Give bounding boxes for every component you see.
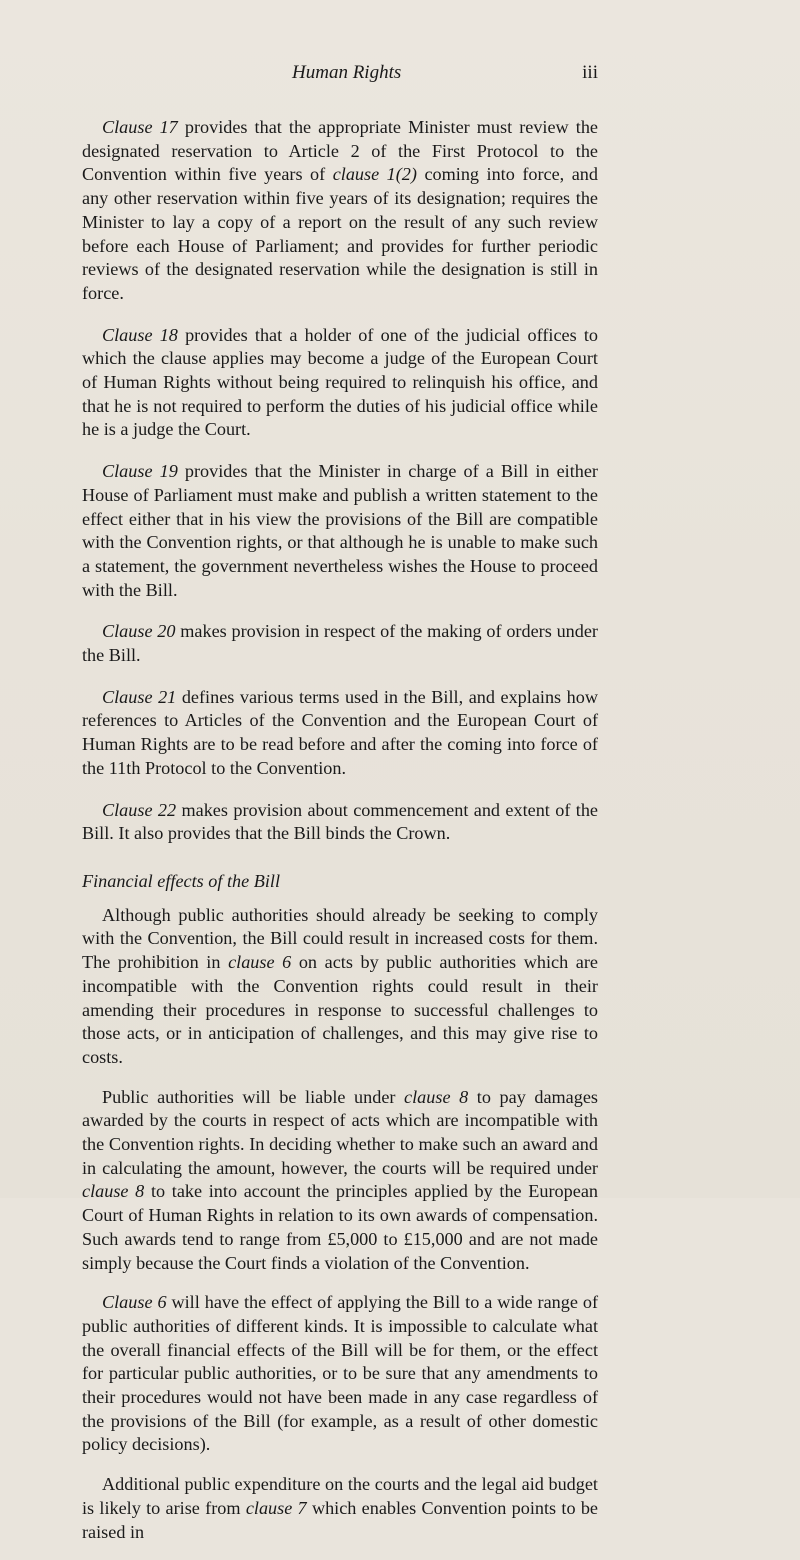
clause-reference: clause 8 bbox=[404, 1086, 469, 1107]
paragraph-text: defines various terms used in the Bill, and explains how references to Articles of the Convention and the European Court of Human Rights are to be read before and after the coming into force of the 11th Protocol to the Convention. bbox=[82, 686, 598, 778]
paragraph-text: Public authorities will be liable under bbox=[102, 1086, 405, 1107]
paragraph-text: provides that the appropriate Minister must review the designated reservation to Article 2 of the First Protocol to the Convention within five years of bbox=[82, 117, 598, 185]
section-heading: Financial effects of the Bill bbox=[82, 870, 280, 891]
clause-reference: clause 1(2) bbox=[332, 164, 417, 185]
paragraph-text: which enables Convention points to be raised in bbox=[82, 1497, 598, 1542]
clause-reference: clause 6 bbox=[228, 952, 292, 973]
clause-reference: Clause 19 bbox=[102, 461, 178, 482]
page-number: iii bbox=[582, 62, 598, 83]
running-title: Human Rights bbox=[292, 62, 402, 83]
paragraph-financial-3 bbox=[82, 1291, 598, 1457]
paragraph-text: Additional public expenditure on the courts and the legal aid budget is likely to arise from bbox=[82, 1474, 598, 1518]
paragraph-clause-18 bbox=[82, 324, 598, 443]
paragraph-text: to pay damages awarded by the courts in respect of acts which are incompatible with the Convention rights. In deciding whether to make such an award and in calculating the amount, however, the courts will be required under bbox=[82, 1086, 598, 1178]
clause-reference: Clause 17 bbox=[102, 117, 178, 137]
paragraph-text: makes provision about commencement and extent of the Bill. It also provides that the Bill binds the Crown. bbox=[82, 799, 598, 844]
paragraph-text: coming into force, and any other reservation within five years of its designation; requires the Minister to lay a copy of a report on the result of any such review before each House of Parliament; and provides for further periodic reviews of the designated reservation while the designation is still in force. bbox=[82, 164, 598, 303]
document-body bbox=[82, 116, 598, 1560]
clause-reference: Clause 18 bbox=[102, 324, 178, 345]
clause-reference: Clause 6 bbox=[102, 1292, 167, 1313]
clause-reference: clause 8 bbox=[82, 1181, 145, 1202]
paragraph-clause-22 bbox=[82, 799, 598, 846]
running-head bbox=[82, 62, 598, 88]
paragraph-clause-19 bbox=[82, 460, 598, 602]
paragraph-clause-17 bbox=[82, 116, 598, 306]
paragraph-text: provides that a holder of one of the judicial offices to which the clause applies may become a judge of the European Court of Human Rights without being required to relinquish his office, and that he is not required to perform the duties of his judicial office while he is a judge the Court. bbox=[82, 324, 598, 440]
paragraph-financial-1 bbox=[82, 904, 598, 1070]
clause-reference: clause 7 bbox=[245, 1497, 307, 1518]
paragraph-financial-4 bbox=[82, 1473, 598, 1544]
paragraph-text: Although public authorities should already be seeking to comply with the Convention, the Bill could result in increased costs for them. The prohibition in bbox=[82, 904, 598, 973]
paragraph-clause-20 bbox=[82, 620, 598, 667]
paragraph-text: provides that the Minister in charge of a Bill in either House of Parliament must make and publish a written statement to the effect either that in his view the provisions of the Bill are compatible with the Convention rights, or that although he is unable to make such a statement, the government nevertheless wishes the House to proceed with the Bill. bbox=[82, 461, 598, 600]
paragraph-clause-21 bbox=[82, 686, 598, 781]
paragraph-text: on acts by public authorities which are incompatible with the Convention rights could result in their amending their procedures in response to successful challenges to those acts, or in anticipation of challenges, and this may give rise to costs. bbox=[82, 952, 598, 1067]
paragraph-text: will have the effect of applying the Bill to a wide range of public authorities of different kinds. It is impossible to calculate what the overall financial effects of the Bill will be for them, or the effect for particular public authorities, or to be sure that any amendments to their procedures would not have been made in any case regardless of the provisions of the Bill (for example, as a result of other domestic policy decisions). bbox=[82, 1292, 598, 1455]
paragraph-text: makes provision in respect of the making of orders under the Bill. bbox=[82, 621, 598, 666]
clause-reference: Clause 20 bbox=[102, 621, 176, 642]
clause-reference: Clause 22 bbox=[102, 799, 177, 820]
paragraph-text: to take into account the principles applied by the European Court of Human Rights in relation to its own awards of compensation. Such awards tend to range from £5,000 to £15,000 and are not made simply because the Court finds a violation of the Convention. bbox=[82, 1181, 598, 1273]
paragraph-financial-2 bbox=[82, 1086, 598, 1276]
clause-reference: Clause 21 bbox=[102, 686, 177, 707]
